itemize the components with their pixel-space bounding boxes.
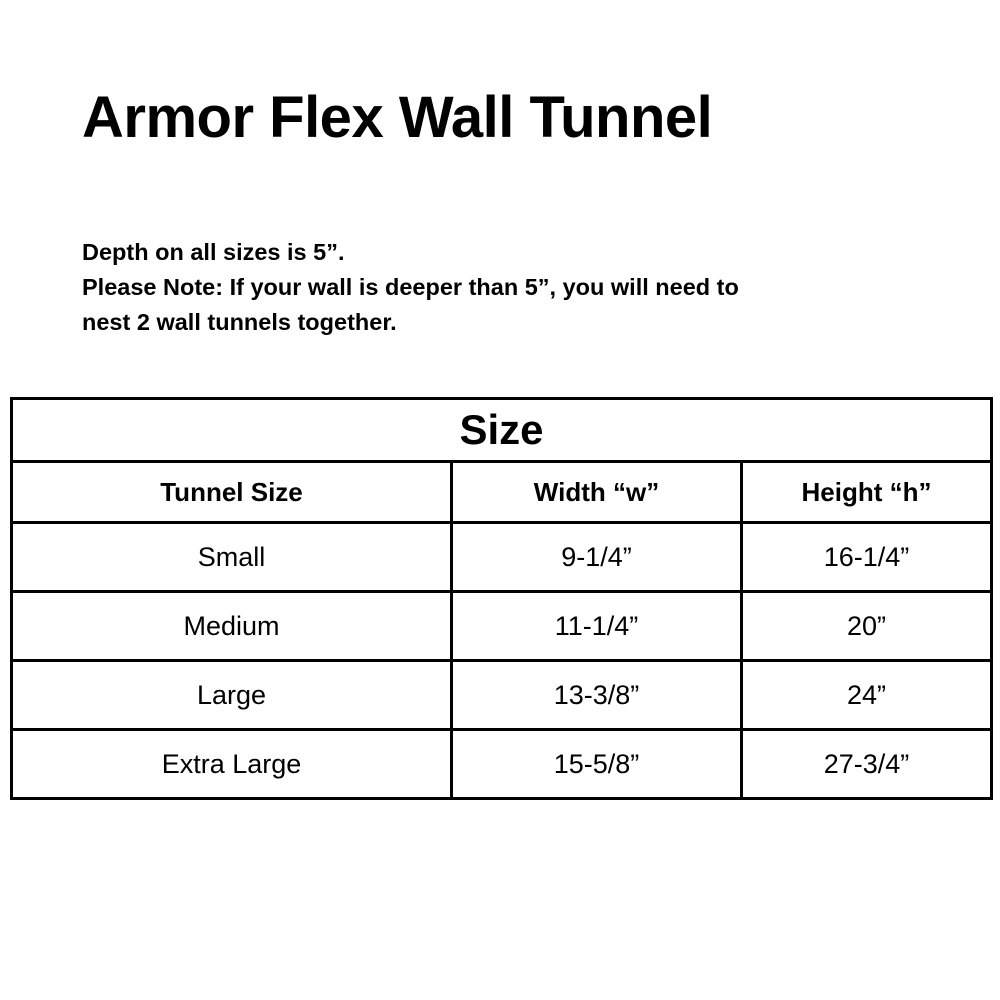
note-line-1: Depth on all sizes is 5”. [82,239,345,265]
column-header-width: Width “w” [452,462,742,523]
cell-size-medium: Medium [12,592,452,661]
cell-width-medium: 11-1/4” [452,592,742,661]
note-line-3: nest 2 wall tunnels together. [82,308,397,335]
cell-height-extra-large: 27-3/4” [742,730,992,799]
size-table [10,397,993,800]
note-line-2: Please Note: If your wall is deeper than 5”, you will need to [82,273,739,300]
table-row [12,661,992,730]
cell-size-extra-large: Extra Large [12,730,452,799]
table-header-row [12,462,992,523]
cell-width-large: 13-3/8” [452,661,742,730]
page-title: Armor Flex Wall Tunnel [82,85,713,150]
cell-size-small: Small [12,523,452,592]
table-row [12,592,992,661]
column-header-height: Height “h” [742,462,992,523]
table-row [12,523,992,592]
cell-size-large: Large [12,661,452,730]
cell-width-extra-large: 15-5/8” [452,730,742,799]
size-table-container [10,397,990,800]
notes-block [82,235,902,339]
size-banner-cell: Size [12,399,992,462]
table-row [12,730,992,799]
table-banner-row [12,399,992,462]
column-header-tunnel-size: Tunnel Size [12,462,452,523]
cell-height-large: 24” [742,661,992,730]
cell-width-small: 9-1/4” [452,523,742,592]
cell-height-medium: 20” [742,592,992,661]
cell-height-small: 16-1/4” [742,523,992,592]
